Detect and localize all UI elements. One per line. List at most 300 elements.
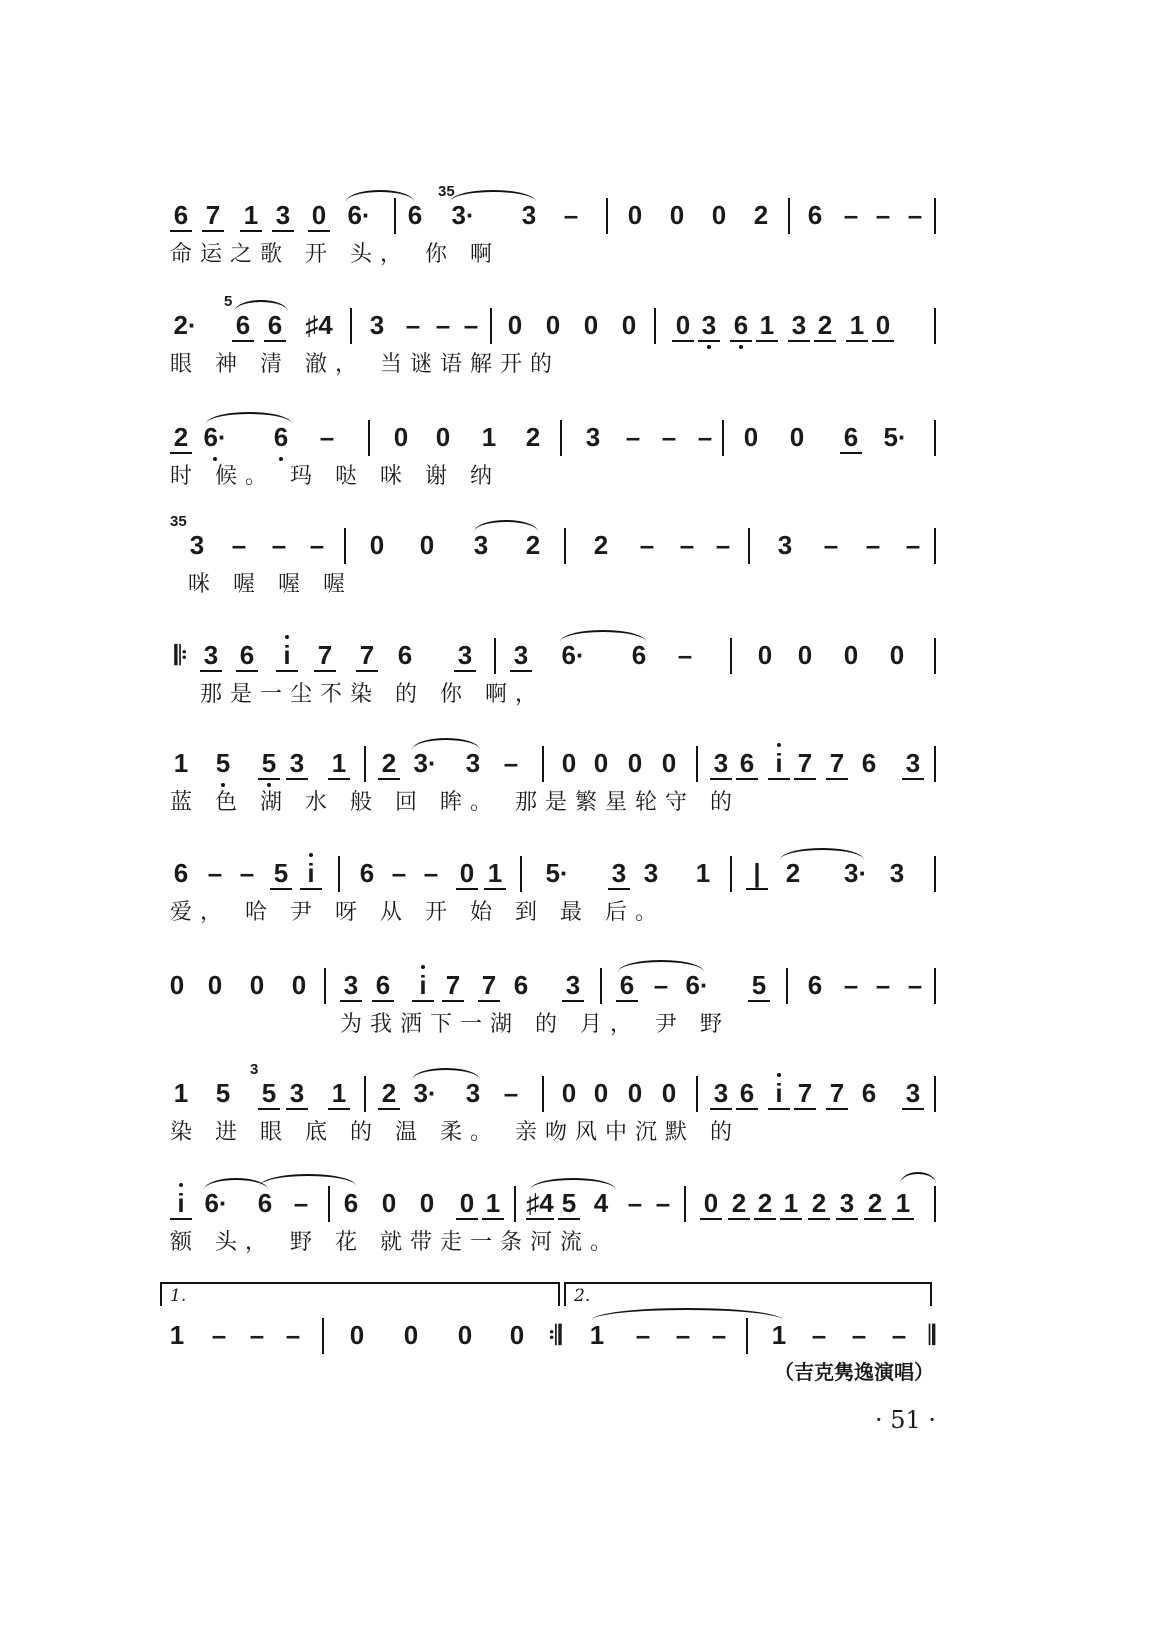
barline <box>490 308 492 344</box>
barline <box>934 308 936 344</box>
note: 0 <box>872 310 894 342</box>
note: 3 <box>369 310 385 340</box>
barline <box>564 528 566 564</box>
note: 0 <box>593 1078 609 1108</box>
tie <box>412 1068 480 1080</box>
note: – <box>503 1078 519 1108</box>
note: 6 <box>264 310 286 342</box>
tie <box>260 1174 356 1186</box>
note: 0 <box>700 1188 722 1220</box>
note: 7 <box>478 970 500 1002</box>
note: – <box>207 858 223 888</box>
lyrics-row <box>160 240 980 276</box>
lyrics-row <box>160 788 980 824</box>
barline <box>494 638 496 674</box>
note: 1 <box>173 748 189 778</box>
note: 3 <box>643 858 659 888</box>
note: – <box>309 530 325 560</box>
note: – <box>625 422 641 452</box>
note: 0 <box>661 1078 677 1108</box>
note: 1 <box>481 422 497 452</box>
note: 6 <box>397 640 413 670</box>
note: 1 <box>482 1188 504 1220</box>
note: 3 <box>777 530 793 560</box>
note: 5 <box>212 748 234 778</box>
note: i <box>412 970 434 1002</box>
note: 7 <box>356 640 378 672</box>
note: 0 <box>169 970 185 1000</box>
note: 3 <box>521 200 537 230</box>
note: – <box>423 858 439 888</box>
note: 7 <box>202 200 224 232</box>
note: 0 <box>403 1320 419 1350</box>
note: – <box>463 310 479 340</box>
note: – <box>563 200 579 230</box>
note: i <box>276 640 298 672</box>
note: 6 <box>736 1078 758 1110</box>
grace-note: 3 <box>250 1061 259 1078</box>
note: 6 <box>407 200 423 230</box>
note: 3 <box>340 970 362 1002</box>
note: 3 <box>889 858 905 888</box>
barline <box>368 420 370 456</box>
note: 1 <box>756 310 778 342</box>
note: – <box>875 200 891 230</box>
lyrics-row <box>160 1010 980 1046</box>
note: 0 <box>456 1188 478 1220</box>
note: 6· <box>204 1188 228 1218</box>
note: 2 <box>525 422 541 452</box>
note: 0 <box>797 640 813 670</box>
barline <box>684 1186 686 1222</box>
notes-row <box>160 293 980 346</box>
note: 3 <box>710 1078 732 1110</box>
note: 1 <box>328 1078 350 1110</box>
note: 2 <box>378 1078 400 1110</box>
note: 6 <box>513 970 529 1000</box>
lyric-line: 蓝 色 湖 水 般 回 眸。 那是繁星轮守 的 <box>170 790 740 815</box>
note: 2 <box>378 748 400 780</box>
note: 3 <box>286 748 308 780</box>
barline <box>934 1186 936 1222</box>
note: 7 <box>826 748 848 780</box>
note: 3 <box>902 748 924 780</box>
note: – <box>865 530 881 560</box>
note: 3 <box>710 748 732 780</box>
note: 5· <box>883 422 907 452</box>
note: – <box>907 970 923 1000</box>
notes-row <box>160 513 980 566</box>
note: 0 <box>561 1078 577 1108</box>
page-number: · 51 · <box>874 1406 936 1434</box>
lyrics-row <box>160 462 980 498</box>
notes-row <box>160 183 980 236</box>
barline <box>748 528 750 564</box>
barline <box>934 856 936 892</box>
note: – <box>907 200 923 230</box>
tie <box>618 960 704 972</box>
lyrics-row <box>160 350 980 386</box>
barline <box>560 420 562 456</box>
lyrics-row <box>160 1118 980 1154</box>
notes-row <box>160 1061 980 1114</box>
note: 6 <box>359 858 375 888</box>
second-ending-label: 2. <box>574 1286 591 1306</box>
lyric-line: 那是一尘不染 的 你 啊， <box>200 682 545 707</box>
tie <box>474 520 538 532</box>
note: 2· <box>173 310 197 340</box>
score-system-6 <box>160 744 980 834</box>
note: 1 <box>892 1188 914 1220</box>
note: i <box>170 1188 192 1220</box>
note: 0 <box>627 748 643 778</box>
note: 6· <box>347 200 371 230</box>
grace-note: 35 <box>170 513 187 530</box>
tie <box>206 412 292 424</box>
note: 0 <box>593 748 609 778</box>
barline <box>338 856 340 892</box>
note: 1 <box>780 1188 802 1220</box>
note: 0 <box>621 310 637 340</box>
note: 5 <box>558 1188 580 1220</box>
note: 3· <box>413 748 437 778</box>
barline <box>364 1076 366 1112</box>
note: 1 <box>589 1320 605 1350</box>
tie <box>780 848 864 860</box>
note: – <box>435 310 451 340</box>
note: – <box>715 530 731 560</box>
note: 0 <box>435 422 451 452</box>
note: 0 <box>393 422 409 452</box>
note: 0 <box>889 640 905 670</box>
note: 7 <box>794 1078 816 1110</box>
score-system-8 <box>160 966 980 1056</box>
lyric-line: 眼 神 清 澈， 当谜语解开的 <box>170 352 560 377</box>
note: i <box>300 858 322 890</box>
final-barline: 𝄂 <box>929 1320 935 1350</box>
note: 3 <box>465 1078 481 1108</box>
note: 6 <box>861 1078 877 1108</box>
note: 0 <box>457 1320 473 1350</box>
note: 7 <box>314 640 336 672</box>
barline <box>788 198 790 234</box>
note: 6 <box>807 970 823 1000</box>
note: 0 <box>743 422 759 452</box>
note: 3· <box>413 1078 437 1108</box>
note: | <box>746 858 768 890</box>
note: 3 <box>510 640 532 672</box>
lyric-line: 咪 喔 喔 喔 <box>188 572 353 597</box>
note: 0 <box>207 970 223 1000</box>
note: 0 <box>672 310 694 342</box>
note: 1 <box>695 858 711 888</box>
note: 5 <box>258 748 280 780</box>
note: 0 <box>627 200 643 230</box>
barline <box>696 746 698 782</box>
barline <box>934 420 936 456</box>
note: 5 <box>258 1078 280 1110</box>
note: 1 <box>328 748 350 780</box>
note: – <box>811 1320 827 1350</box>
note: 2 <box>814 310 836 342</box>
note: 0 <box>711 200 727 230</box>
notes-row <box>160 636 980 676</box>
note: – <box>639 530 655 560</box>
note: 0 <box>561 748 577 778</box>
notes-row <box>160 966 980 1006</box>
note: – <box>661 422 677 452</box>
score-system-1 <box>160 183 980 286</box>
note: 6 <box>861 748 877 778</box>
note: 6 <box>616 970 638 1002</box>
barline <box>746 1318 748 1354</box>
note: 0 <box>419 1188 435 1218</box>
note: 2 <box>170 422 192 454</box>
barline <box>514 1186 516 1222</box>
note: – <box>655 1188 671 1218</box>
note: 6· <box>200 422 230 452</box>
note: 0 <box>456 858 478 890</box>
note: 3 <box>189 530 205 560</box>
note: 2 <box>728 1188 750 1220</box>
lyrics-row <box>160 570 980 606</box>
note: 6 <box>257 1188 273 1218</box>
repeat-start: 𝄆 <box>174 640 188 670</box>
note: – <box>711 1320 727 1350</box>
note: 5 <box>270 858 292 890</box>
note: 0 <box>661 748 677 778</box>
note: 3 <box>286 1078 308 1110</box>
note: 3 <box>698 310 720 342</box>
note: 2 <box>754 1188 776 1220</box>
note: 6 <box>807 200 823 230</box>
barline <box>542 1076 544 1112</box>
repeat-end: 𝄇 <box>548 1320 562 1350</box>
tie <box>530 1178 616 1190</box>
note: i <box>768 748 790 780</box>
note: 3 <box>836 1188 858 1220</box>
note: 2 <box>864 1188 886 1220</box>
note: 4 <box>593 1188 609 1218</box>
tie <box>450 190 536 202</box>
note: i <box>768 1078 790 1110</box>
note: 1 <box>169 1320 185 1350</box>
tie <box>234 300 288 312</box>
note: 0 <box>507 310 523 340</box>
note: – <box>239 858 255 888</box>
grace-note: 35 <box>438 183 455 200</box>
note: ♯4 <box>305 310 333 340</box>
note: 2 <box>808 1188 830 1220</box>
note: – <box>697 422 713 452</box>
note: 2 <box>525 530 541 560</box>
note: – <box>851 1320 867 1350</box>
note: 1 <box>771 1320 787 1350</box>
note: 2 <box>593 530 609 560</box>
note: – <box>843 200 859 230</box>
lyric-line: 为我洒下一湖 的 月， 尹 野 <box>340 1012 730 1037</box>
lyric-line: 爱， 哈 尹 呀 从 开 始 到 最 后。 <box>170 900 665 925</box>
note: 0 <box>509 1320 525 1350</box>
note: 0 <box>419 530 435 560</box>
note: – <box>405 310 421 340</box>
barline <box>730 638 732 674</box>
barline <box>654 308 656 344</box>
note: – <box>391 858 407 888</box>
tie <box>412 738 480 750</box>
note: 3· <box>451 200 475 230</box>
note: 0 <box>669 200 685 230</box>
note: – <box>905 530 921 560</box>
lyric-line: 染 进 眼 底 的 温 柔。 亲吻风中沉默 的 <box>170 1120 740 1145</box>
note: 7 <box>794 748 816 780</box>
barline <box>934 1076 936 1112</box>
note: – <box>249 1320 265 1350</box>
note: 6· <box>685 970 709 1000</box>
note: – <box>653 970 669 1000</box>
note: – <box>319 422 335 452</box>
note: 5 <box>215 1078 231 1108</box>
note: 3 <box>585 422 601 452</box>
barline <box>600 968 602 1004</box>
lyrics-row <box>160 680 980 716</box>
barline <box>934 968 936 1004</box>
barline <box>344 528 346 564</box>
note: 0 <box>249 970 265 1000</box>
barline <box>520 856 522 892</box>
score-system-7 <box>160 854 980 944</box>
lyric-line: 时 候。 玛 哒 咪 谢 纳 <box>170 464 500 489</box>
score-system-5 <box>160 636 980 726</box>
note: 0 <box>583 310 599 340</box>
note: – <box>891 1320 907 1350</box>
note: – <box>679 530 695 560</box>
note: 0 <box>627 1078 643 1108</box>
score-system-4 <box>160 513 980 616</box>
note: – <box>677 640 693 670</box>
notes-row <box>160 1184 980 1224</box>
note: 6 <box>236 640 258 672</box>
note: – <box>823 530 839 560</box>
note: 2 <box>785 858 801 888</box>
barline <box>322 1318 324 1354</box>
barline <box>786 968 788 1004</box>
score-system-9 <box>160 1061 980 1164</box>
first-ending-label: 1. <box>170 1286 187 1306</box>
note: 3 <box>473 530 489 560</box>
note: 6· <box>561 640 585 670</box>
note: 3 <box>465 748 481 778</box>
lyric-line: 命运之歌 开 头， 你 啊 <box>170 242 500 267</box>
barline <box>328 1186 330 1222</box>
note: 6 <box>343 1188 359 1218</box>
lyrics-row <box>160 1228 980 1264</box>
note: 6 <box>170 200 192 232</box>
performer-credit: （吉克隽逸演唱） <box>774 1360 934 1384</box>
note: 1 <box>484 858 506 890</box>
note: 0 <box>757 640 773 670</box>
score-system-3 <box>160 418 980 508</box>
note: 0 <box>381 1188 397 1218</box>
note: – <box>635 1320 651 1350</box>
tie <box>204 1178 268 1190</box>
note: 7 <box>442 970 464 1002</box>
barline <box>934 528 936 564</box>
barline <box>722 420 724 456</box>
barline <box>324 968 326 1004</box>
grace-note: 5 <box>224 293 233 310</box>
note: 0 <box>308 200 330 232</box>
note: 0 <box>843 640 859 670</box>
barline <box>696 1076 698 1112</box>
note: 3 <box>788 310 810 342</box>
note: 6 <box>372 970 394 1002</box>
notes-row <box>160 744 980 784</box>
note: 6 <box>730 310 752 342</box>
tie <box>900 1172 936 1184</box>
note: 0 <box>291 970 307 1000</box>
note: ♯4 <box>526 1188 554 1218</box>
note: 6 <box>173 858 189 888</box>
barline <box>934 746 936 782</box>
note: – <box>627 1188 643 1218</box>
barline <box>350 308 352 344</box>
note: 1 <box>240 200 262 232</box>
note: 6 <box>631 640 647 670</box>
note: 1 <box>173 1078 189 1108</box>
barline <box>394 198 396 234</box>
note: 3 <box>200 640 222 672</box>
notes-row <box>160 854 980 894</box>
note: 7 <box>826 1078 848 1110</box>
note: 0 <box>545 310 561 340</box>
barline <box>934 638 936 674</box>
note: 0 <box>349 1320 365 1350</box>
barline <box>606 198 608 234</box>
note: 6 <box>270 422 292 452</box>
note: 6 <box>232 310 254 342</box>
score-system-2 <box>160 293 980 396</box>
notes-row <box>160 1316 980 1356</box>
note: 3 <box>272 200 294 232</box>
note: 3 <box>454 640 476 672</box>
note: – <box>293 1188 309 1218</box>
first-ending-bracket <box>160 1282 560 1306</box>
lyric-line: 额 头， 野 花 就带走一条河流。 <box>170 1230 620 1255</box>
note: – <box>875 970 891 1000</box>
tie <box>346 190 414 202</box>
note: 6 <box>840 422 862 454</box>
note: – <box>211 1320 227 1350</box>
note: 0 <box>789 422 805 452</box>
note: 2 <box>753 200 769 230</box>
note: – <box>843 970 859 1000</box>
note: 3· <box>844 858 868 888</box>
notes-row <box>160 418 980 458</box>
barline <box>934 198 936 234</box>
lyrics-row <box>160 898 980 934</box>
note: 3 <box>902 1078 924 1110</box>
note: 3 <box>608 858 630 890</box>
second-ending-bracket <box>564 1282 932 1306</box>
note: 5· <box>545 858 569 888</box>
barline <box>542 746 544 782</box>
note: 5 <box>748 970 770 1002</box>
note: – <box>285 1320 301 1350</box>
note: – <box>675 1320 691 1350</box>
barline <box>364 746 366 782</box>
note: 0 <box>369 530 385 560</box>
